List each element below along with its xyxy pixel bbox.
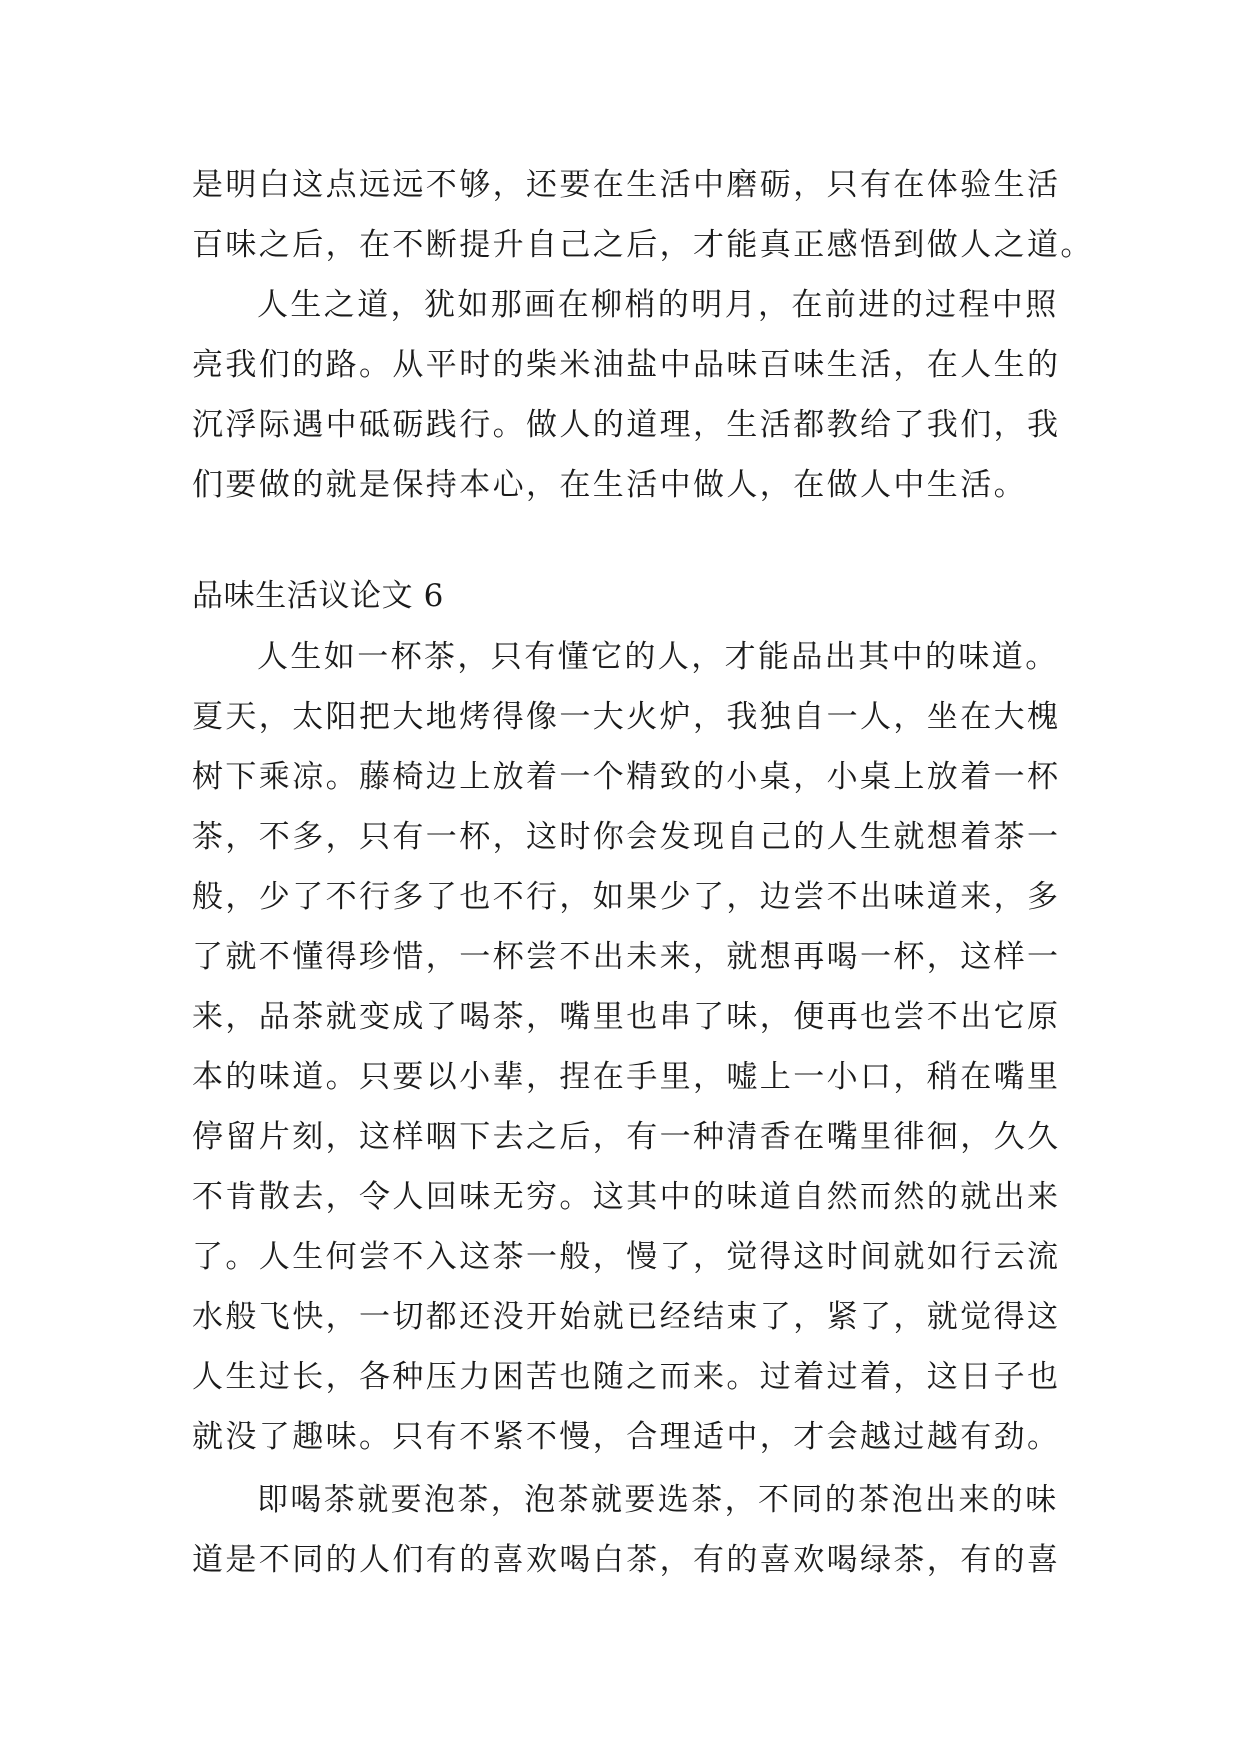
paragraph-line: 般，少了不行多了也不行，如果少了，边尝不出味道来，多 [192, 879, 1061, 915]
paragraph-line: 即喝茶就要泡茶，泡茶就要选茶，不同的茶泡出来的味 [257, 1482, 1059, 1518]
paragraph-line: 夏天，太阳把大地烤得像一大火炉，我独自一人，坐在大槐 [192, 699, 1061, 735]
paragraph-line: 百味之后，在不断提升自己之后，才能真正感悟到做人之道。 [192, 227, 1094, 263]
paragraph-line: 人生之道，犹如那画在柳梢的明月，在前进的过程中照 [257, 287, 1059, 323]
paragraph-line: 就没了趣味。只有不紧不慢，合理适中，才会越过越有劲。 [192, 1419, 1061, 1455]
paragraph-line: 不肯散去，令人回味无穷。这其中的味道自然而然的就出来 [192, 1179, 1061, 1215]
paragraph-line: 人生过长，各种压力困苦也随之而来。过着过着，这日子也 [192, 1359, 1061, 1395]
paragraph-line: 道是不同的人们有的喜欢喝白茶，有的喜欢喝绿茶，有的喜 [192, 1542, 1061, 1578]
paragraph-line: 们要做的就是保持本心，在生活中做人，在做人中生活。 [192, 467, 1027, 503]
paragraph-line: 了。人生何尝不入这茶一般，慢了，觉得这时间就如行云流 [192, 1239, 1061, 1275]
paragraph-line: 来，品茶就变成了喝茶，嘴里也串了味，便再也尝不出它原 [192, 999, 1061, 1035]
paragraph-line: 水般飞快，一切都还没开始就已经结束了，紧了，就觉得这 [192, 1299, 1061, 1335]
paragraph-line: 本的味道。只要以小辈，捏在手里，嘘上一小口，稍在嘴里 [192, 1059, 1061, 1095]
paragraph-line: 亮我们的路。从平时的柴米油盐中品味百味生活，在人生的 [192, 347, 1061, 383]
paragraph-line: 沉浮际遇中砥砺践行。做人的道理，生活都教给了我们，我 [192, 407, 1061, 443]
paragraph-line: 是明白这点远远不够，还要在生活中磨砺，只有在体验生活 [192, 167, 1061, 203]
paragraph-line: 人生如一杯茶，只有懂它的人，才能品出其中的味道。 [257, 639, 1059, 675]
section-title: 品味生活议论文 6 [192, 578, 444, 614]
paragraph-line: 茶，不多，只有一杯，这时你会发现自己的人生就想着茶一 [192, 819, 1061, 855]
paragraph-line: 停留片刻，这样咽下去之后，有一种清香在嘴里徘徊，久久 [192, 1119, 1061, 1155]
paragraph-line: 了就不懂得珍惜，一杯尝不出未来，就想再喝一杯，这样一 [192, 939, 1061, 975]
paragraph-line: 树下乘凉。藤椅边上放着一个精致的小桌，小桌上放着一杯 [192, 759, 1061, 795]
